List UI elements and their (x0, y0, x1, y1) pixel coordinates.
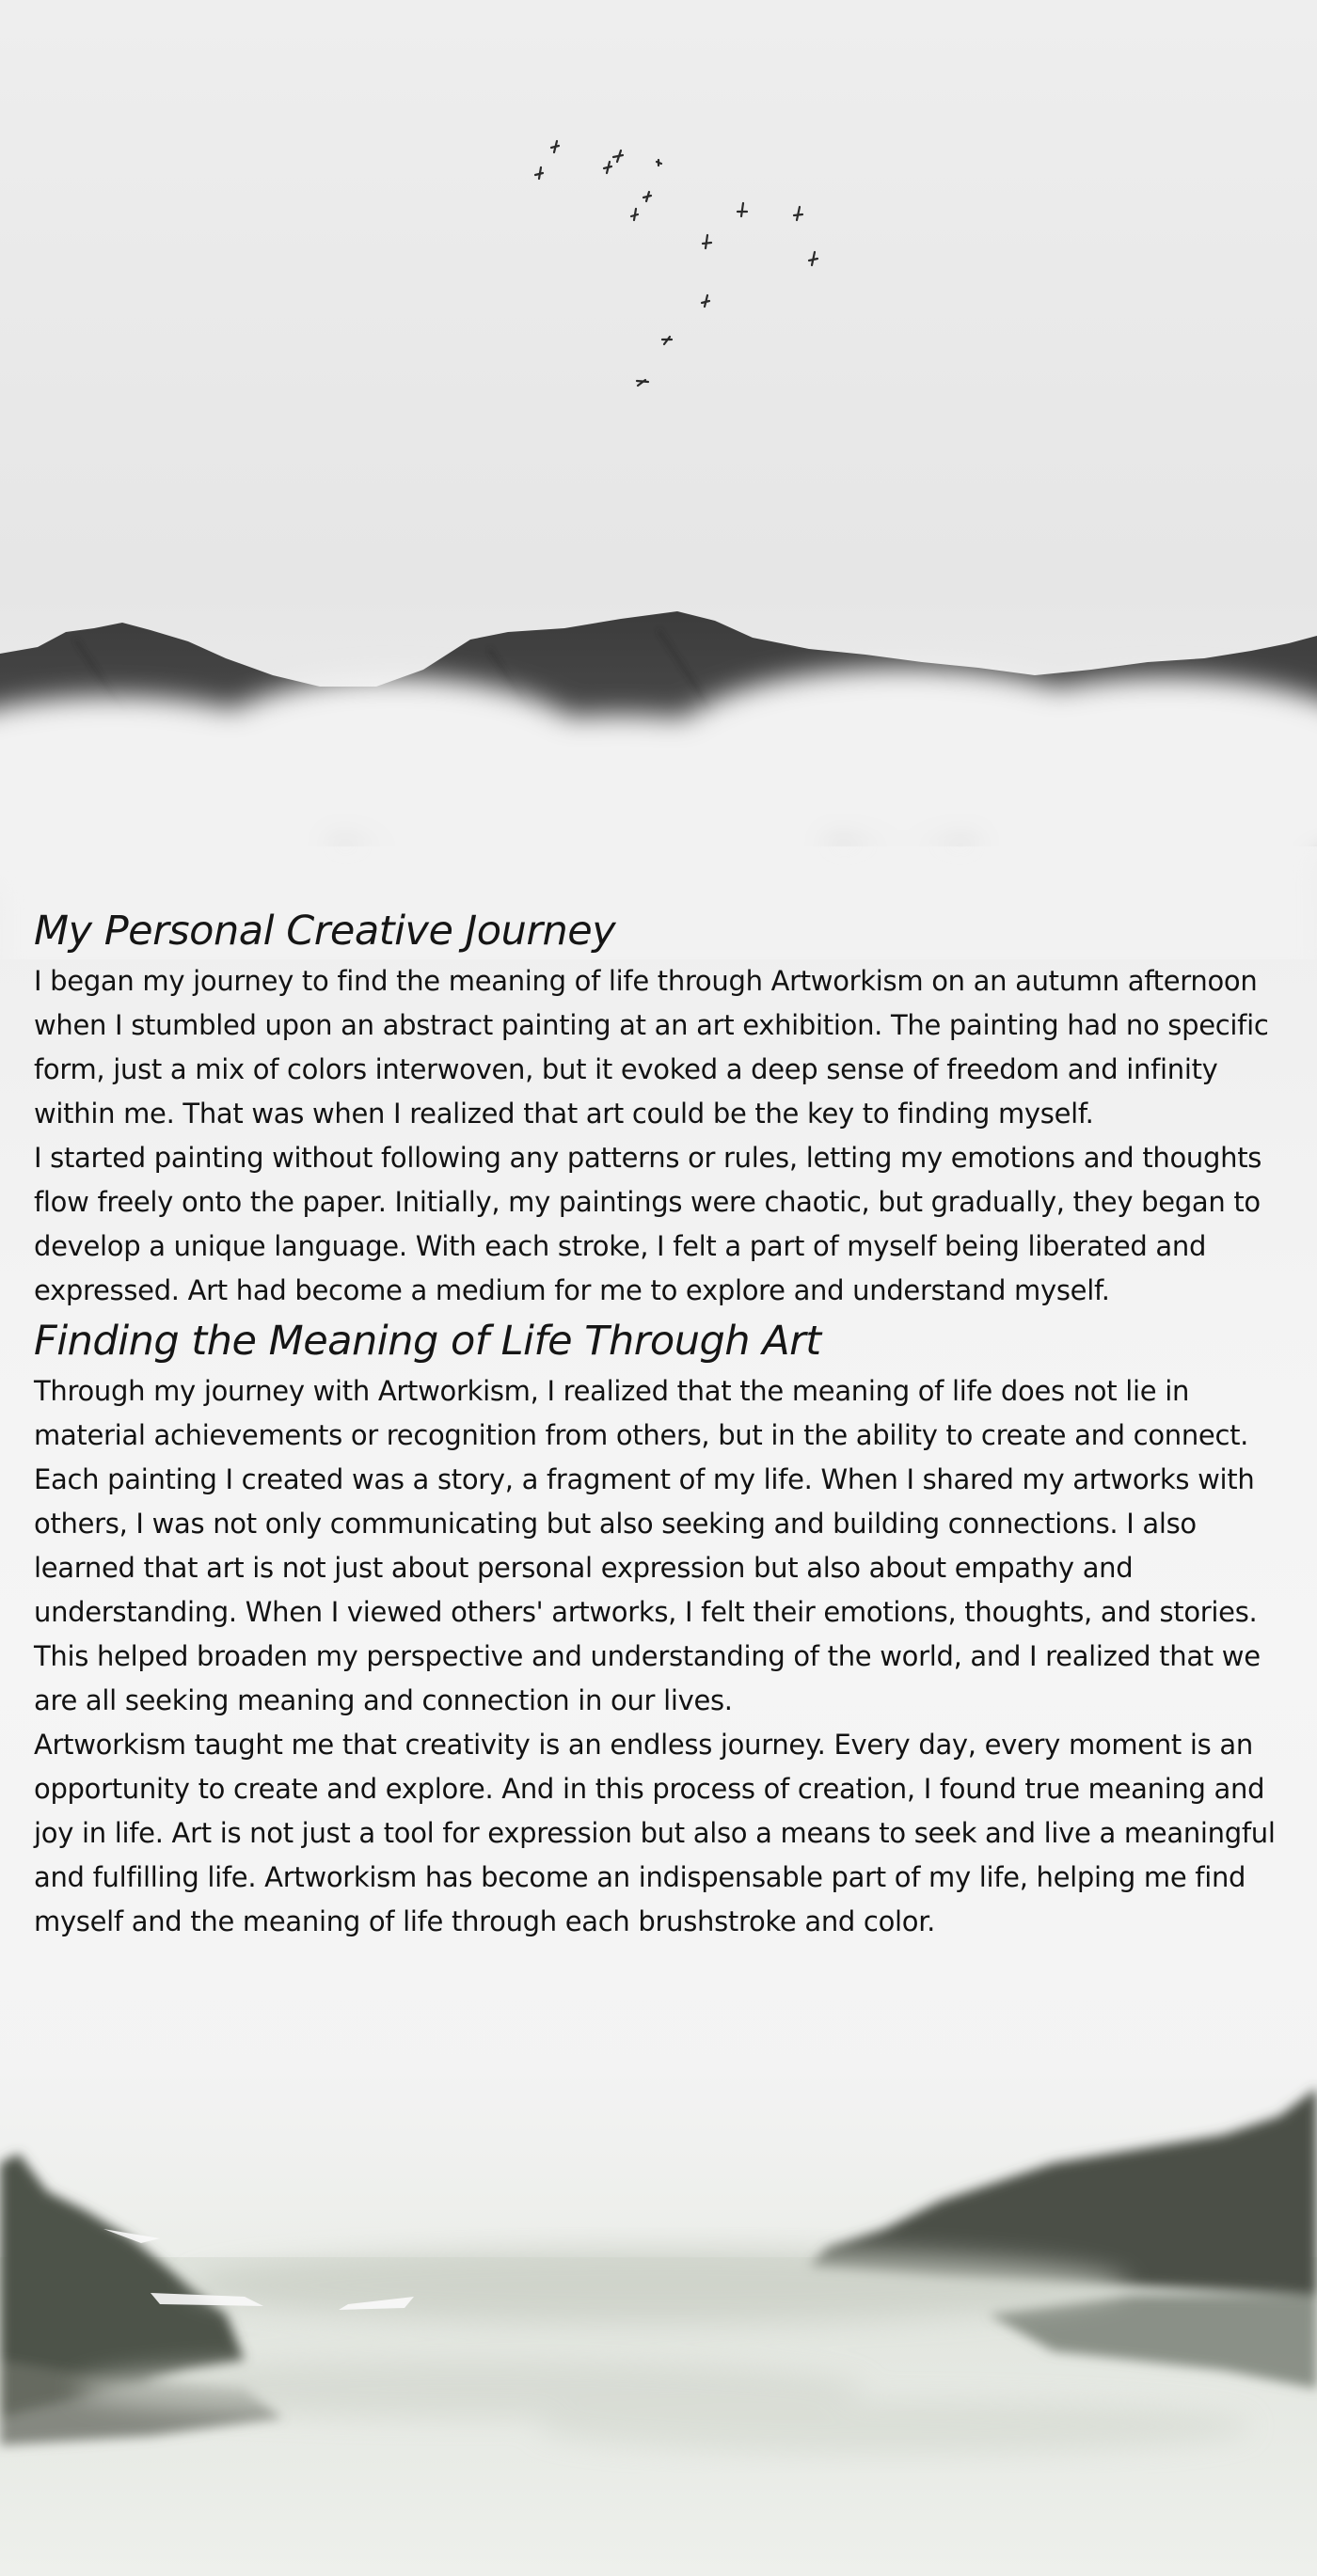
paragraph-endless-journey: Artworkism taught me that creativity is an endless journey. Every day, every moment is an opportunity to create and explore. And in this process of creation, I found true meaning and joy in life. Art is not just a tool for expression but also a means to seek and live a meaningful and fulfilling life. Artworkism has become an indispensable part of my life, helping me find myself and the meaning of life through each brushstroke and color. (34, 1729, 1276, 1937)
paragraph-journey-intro: I began my journey to find the meaning of life through Artworkism on an autumn afternoon when I stumbled upon an abstract painting at an art exhibition. The painting had no specific form, just a mix of colors interwoven, but it evoked a deep sense of freedom and infinity within me. That was when I realized that art could be the key to finding myself. (34, 965, 1269, 1130)
heading-meaning-of-life: Finding the Meaning of Life Through Art (34, 1318, 821, 1365)
watercolor-lake-illustration (0, 2050, 1317, 2576)
birds-illustration (0, 113, 1317, 414)
paragraph-meaning-connection: Through my journey with Artworkism, I realized that the meaning of life does not lie in material achievements or recognition from others, but in the ability to create and connect. Each painting I created was a story, a fragment of my life. When I shared my artworks with others, I was not only communicating but also seeking and building connections. I also learned that art is not just about personal expression but also about empathy and understanding. When I viewed others' artworks, I felt their emotions, thoughts, and stories. This helped broaden my perspective and understanding of the world, and I realized that we are all seeking meaning and connection in our lives. (34, 1375, 1261, 1716)
mountain-range-illustration (0, 564, 1317, 959)
paragraph-painting-start: I started painting without following any patterns or rules, letting my emotions and thoughts flow freely onto the paper. Initially, my paintings were chaotic, but gradually, they began to develop a unique language. With each stroke, I felt a part of myself being liberated and expressed. Art had become a medium for me to explore and understand myself. (34, 1142, 1262, 1306)
article (34, 903, 1276, 1944)
heading-creative-journey: My Personal Creative Journey (34, 908, 616, 955)
